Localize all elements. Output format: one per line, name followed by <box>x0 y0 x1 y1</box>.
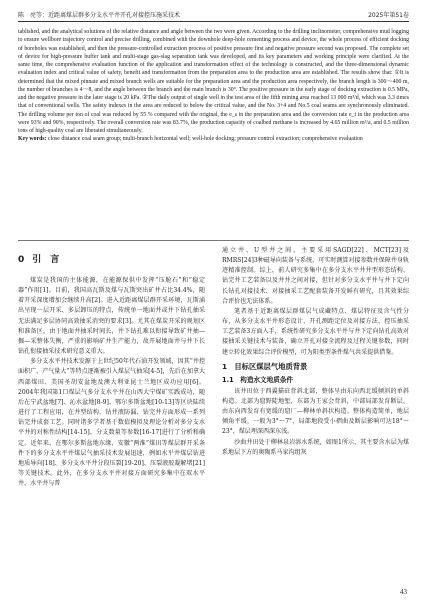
paragraph: 该井田位于西翼猫砫背斜北部，整体呈由东向西北缓倾斜的单斜构造。北部为窟野陡地堑，东部为王家会背斜，中部局部发育断层，由东向西发育有宽缓的窟厂—柳林单斜状构造。整体构造简单，地层倾角平缓，一般为3°～7°，局部地段受小褶曲及断层影响可达18°～23°，煤层埋深西深东浅。 <box>222 387 409 436</box>
header-rule <box>18 21 409 22</box>
abstract-rule <box>18 240 409 241</box>
running-header <box>18 6 409 19</box>
header-issue: 2025年第51卷 <box>368 12 409 19</box>
section-title: 引 言 <box>32 255 60 265</box>
keywords-text: close distance coal seam group; multi-branch horizontal well; well-hole docking; pressure control extraction; comprehensive evaluation <box>47 136 363 143</box>
page-number: 43 <box>400 588 407 596</box>
paragraph: 沙曲井田处于柳林泉岩溶水系统，如图1所示，其主要含水层为煤系地层下方的奥陶系马家沟组灰 <box>222 438 409 456</box>
abstract-text: tablished, and the analytical solutions of the relative distance and angle between the two were given. According to the drilling inclinometer, comprehensive mud logging to ensure wellbore trajectory control and precise drilling, combined with the downhole deep-hole cementing process and device, the whole process of efficient docking of boreholes was established, and then the pressure-controlled extraction process of positive pressure first and negative pressure second was proposed. The complete set of device for high-pressure buffer tank and multi-stage gas-slag separation tank was developed, and its key parameters and working principle were clarified. At the same time, the comprehensive evaluation function of the application and transformation effect of the technology is constructed, and the three-dimensional dynamic evaluation index and critical value of safety, benefit and transformation from the preparation area to the production area are established. The results show that: ①It is determined that the mixed pinnate and mixed branch wells are suitable for the preparation area and the production area respectively, the branch length is 300～400 m, the number of branches is 4～8, and the angle between the branch and the main branch is 30°. The positive pressure in the early stage of docking extraction is 0.5 MPa, and the negative pressure in the later stage is 20 kPa. ②The daily output of single well in the test area of the fifth mining area reached 13 000 m³/d, which was 3.3 times that of conventional wells. The safety indexes in the area are reduced to below the critical value, and the No. 3+4 and No.5 coal seams are synchronously eliminated. The drilling volume per ton of coal was reduced by 55 % compared with the original, the e_s in the preparation area and the conversion rate e_t in the production area were 93% and 90%, respectively. The overall conversion rate was 83.7%, the production capacity of coalbed methane is increased by 4.65 million m³/a, and 0.5 million tons of high-quality coal are liberated simultaneously. <box>18 29 409 134</box>
left-column <box>18 246 205 576</box>
section-introduction-title <box>18 254 205 266</box>
paragraph: 笔者基于近距离煤层群煤层气成藏特点、煤层特征及含气性分布，从多分支水平井形态设计、开孔测距定位及对接方法、控压抽采工艺装备3方面入手，系统性研究多分支水平井与井下定向钻孔高效对接抽采关键技术与装备，确立开孔对接全流程及过程关键参数，同时建立转化效果综合评价模型，可为阳类型条件煤气共采提供借鉴。 <box>222 307 409 356</box>
paragraph: 多分支水平井技术发源于上世纪50年代石油开发领域，因其“井控面积广、产气量大”等特点逐渐被引入煤层气抽采[4-5]，先后在加拿大西部煤田、美国圣胡安盆地及澳大利亚昆士兰地区成功应用[6]。2004年我国第1口煤层气多分支水平井在山西大宁煤矿实践成功，随后在宁武盆地[7]、沁水盆地[8-9]、鄂尔多斯盆地[10-13]等区块陆续进行了工程应用，在井型结构、钻井液防漏、钻完井方面形成一系列钻完井成套工艺。同时诸多学者基于数值模拟及理论分析对多分支水平井的对称性结构[14-15]、分支数量等参数[16-17]进行了分析和确定。近年来，在鄂尔多斯盆地东缘、安徽“两淮”煤田等煤层群开采条件下的多分支水平井煤层气抽采技术发展迅速，例如水平井煤层钻进地质导向[18]、多分支水平井分段压裂[19-20]、压裂液胶凝解堵[21]等关键技术。此外，在多分支水平井对接方面研究多集中在双水平井、水平井与普 <box>18 358 205 488</box>
section-1-1-title: 1.1 构造水文地质条件 <box>222 375 294 384</box>
keywords-line <box>18 135 409 143</box>
english-abstract <box>18 28 409 238</box>
paragraph: 煤炭是我国的主体能源，在能源保供中发挥“压舱石”和“稳定器”作用[1]。目前，我国高瓦斯及煤与瓦斯突出矿井占比34.4%，随着开采深度增加会继续升高[2]。进入近距离煤层群开采环境，瓦斯涌出呈现一层开采、多层卸压的特点，传统单一地面井或井下钻孔抽采无法满足多层协同高效抽采消突的要求[3]。尤其在煤炭开采的规划区和准备区，由于地面井抽采时间长，井下钻孔难以衔接导致矿井抽—掘—采整体失衡，严重的影响矿井生产能力，故开展地面井与井下长钻孔衔接抽采技术研究意义重大。 <box>18 277 205 356</box>
paragraph-continued: 通立井、U型井之间，主要采用SAGD[22]、MCT[23]及RMRS[24]3种磁导向装备与系统，可实时测算对接参数并保障井身轨迹精准控制。综上，前人研究多集中在多分支水平井井型形态结构、钻完井工艺装备以及井井之间对接，但针对多分支水平井与井下定向长钻孔对接技术、对接抽采工艺配套装备开发鲜有研究，且其效果综合评价也无法体系。 <box>222 247 409 305</box>
right-column <box>222 246 409 576</box>
keywords-label: Key words: <box>18 136 47 143</box>
section-number: 0 <box>18 255 25 265</box>
section-1-title: 1 目标区煤层气地质背景 <box>222 361 308 371</box>
header-authors-title: 陈 亮等：近距离煤层群多分支水平井开孔对接控压施采技术 <box>18 12 181 19</box>
